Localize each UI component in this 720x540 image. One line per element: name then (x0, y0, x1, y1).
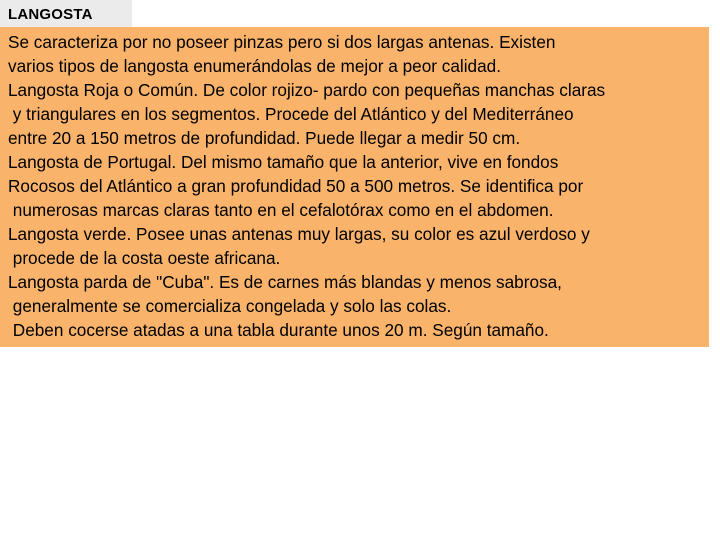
content-box (0, 27, 709, 347)
text-line: Se caracteriza por no poseer pinzas pero si dos largas antenas. Existen (8, 32, 556, 52)
text-line: Langosta de Portugal. Del mismo tamaño que la anterior, vive en fondos (8, 152, 559, 172)
text-line: procede de la costa oeste africana. (8, 248, 281, 268)
text-line: generalmente se comercializa congelada y solo las colas. (8, 296, 452, 316)
text-line: entre 20 a 150 metros de profundidad. Puede llegar a medir 50 cm. (8, 128, 521, 148)
text-line: Rocosos del Atlántico a gran profundidad 50 a 500 metros. Se identifica por (8, 176, 584, 196)
text-line: Langosta verde. Posee unas antenas muy largas, su color es azul verdoso y (8, 224, 590, 244)
text-line: Langosta parda de "Cuba". Es de carnes más blandas y menos sabrosa, (8, 272, 562, 292)
page-title: LANGOSTA (8, 6, 93, 23)
title-tab (0, 0, 132, 27)
text-line: numerosas marcas claras tanto en el cefalotórax como en el abdomen. (8, 200, 554, 220)
text-line: Langosta Roja o Común. De color rojizo- pardo con pequeñas manchas claras (8, 80, 606, 100)
text-line: varios tipos de langosta enumerándolas de mejor a peor calidad. (8, 56, 502, 76)
text-line: Deben cocerse atadas a una tabla durante unos 20 m. Según tamaño. (8, 320, 549, 340)
text-line: y triangulares en los segmentos. Procede del Atlántico y del Mediterráneo (8, 104, 574, 124)
